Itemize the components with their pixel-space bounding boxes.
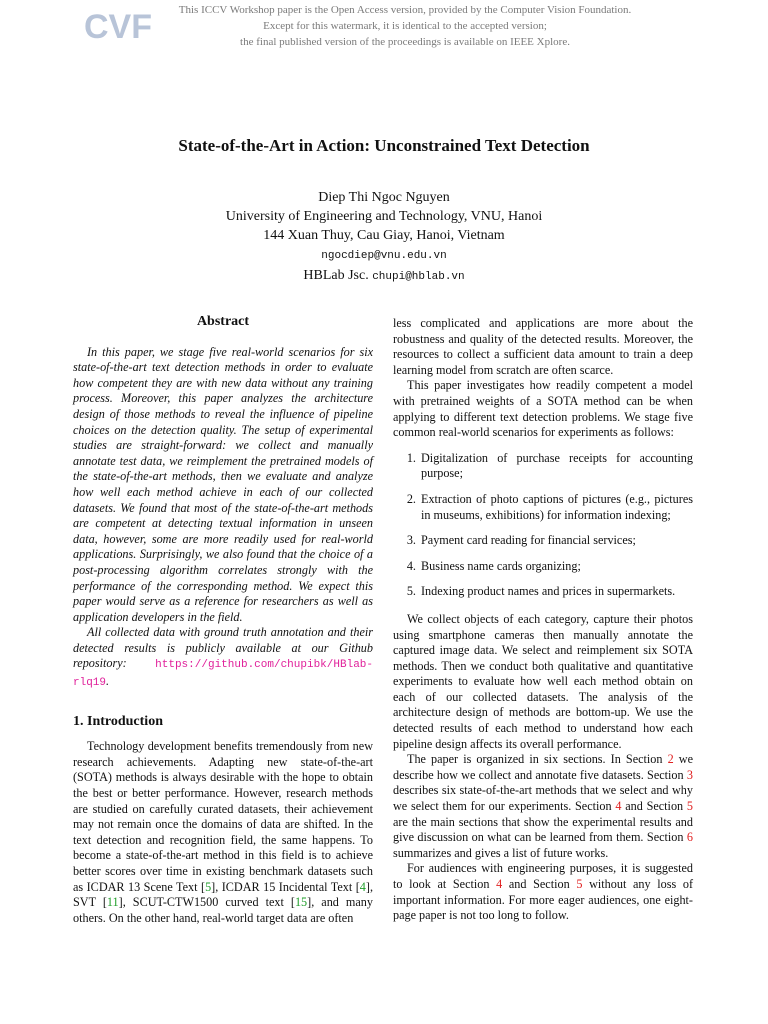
organization-paragraph [393,752,693,861]
list-item: 1. Digitalization of purchase receipts for accounting purpose; [419,451,693,482]
aud-text: For audiences with engineering purposes, it is suggested to look at Section [393,861,693,891]
investigate-paragraph: This paper investigates how readily competent a model with pretrained weights of a SOTA method can be when applying to different text detection problems. We stage five common real-world scenarios for experiments as follows: [393,378,693,440]
list-item: 2. Extraction of photo captions of pictures (e.g., pictures in museums, exhibitions) for information indexing; [419,492,693,523]
list-item: 4. Business name cards organizing; [419,559,693,575]
section-link[interactable]: 5 [576,877,583,891]
paper-title: State-of-the-Art in Action: Unconstrained Text Detection [178,136,590,155]
scenario-list [393,451,693,600]
intro-text: ], ICDAR 15 Incidental Text [ [211,879,360,894]
list-item: 5. Indexing product names and prices in supermarkets. [419,584,693,600]
intro-text: ], SCUT-CTW1500 curved text [ [118,895,295,910]
author-email: ngocdiep@vnu.edu.vn [321,250,447,262]
watermark-line: This ICCV Workshop paper is the Open Access version, provided by the Computer Vision Foundation. [178,4,632,16]
list-item: 3. Payment card reading for financial services; [419,533,693,549]
author-affiliation: University of Engineering and Technology, VNU, Hanoi [225,209,543,224]
org-text: The paper is organized in six sections. In Section [407,752,668,767]
introduction-paragraph [73,739,373,926]
introduction-heading: 1. Introduction [73,713,163,729]
citation-link[interactable]: 15 [294,895,308,910]
aud-text: and Section [502,877,577,891]
author-address: 144 Xuan Thuy, Cau Giay, Hanoi, Vietnam [263,228,505,243]
cvf-logo-text: CVF [84,8,152,46]
citation-link[interactable]: 4 [359,879,366,894]
collect-paragraph: We collect objects of each category, capture their photos using smartphone cameras then manually annotate the captured image data. We select and reimplement six SOTA methods. Then we conduct both qualitative and quantitative experiments to evaluate how well each method obtain on each of our collected datasets. The analysis of the architecture design of methods are bottom-up. We use the detected results of each method to understand how each pipeline design affects its overall performance. [393,611,693,751]
watermark [150,2,660,50]
audience-paragraph [393,861,693,923]
intro-text: ], and many others. On the other hand, real-world target data are often [73,895,373,925]
section-link[interactable]: 4 [615,799,622,814]
section-link[interactable]: 4 [496,877,503,891]
section-link[interactable]: 5 [686,799,693,814]
cvf-logo [84,6,152,46]
author-company-email: chupi@hblab.vn [372,271,465,283]
intro-text: Technology development benefits tremendously from new research achievements. Adapting new state-of-the-art (SOTA) methods is always desirable with the hope to obtain the best or better performance. However, research methods are studied on carefully curated datasets, their achievement may not remain once the domains of data are shifted. In the text detection and recognition field, the same happens. To become a state-of-the-art method in this field is to achieve better scores over time in existing benchmark datasets such as ICDAR 13 Scene Text [ [73,739,373,894]
intro-text: ], SVT [ [73,879,373,910]
author-name: Diep Thi Ngoc Nguyen [318,190,450,205]
abstract-repo-end: . [106,674,110,689]
org-text: summarizes and gives a list of future works. [393,845,609,860]
citation-link[interactable]: 5 [205,879,212,894]
watermark-line: the final published version of the proceedings is available on IEEE Xplore. [240,36,570,48]
org-text: describes six state-of-the-art methods that we select and why we select them for our experiments. Section [393,783,693,814]
left-column [73,314,373,926]
aud-text: without any loss of important information. For more eager audiences, one eight-page paper is not too long to follow. [393,877,694,923]
author-block [0,188,768,287]
github-repo-link[interactable]: https://github.com/chupibk/HBlab-rlq19 [73,659,373,690]
section-link[interactable]: 6 [686,830,693,845]
abstract-repo-text: All collected data with ground truth annotation and their detected results is publicly available at our Github repository: [73,625,373,671]
intro-continued-paragraph: less complicated and applications are more about the robustness and quality of the detected results. Moreover, the resources to collect a sufficient data amount to train a deep learning model from scratch are often scarce. [393,316,693,377]
citation-link[interactable]: 11 [106,895,119,910]
abstract-heading: Abstract [196,314,250,329]
section-link[interactable]: 3 [686,767,693,782]
right-column [393,316,693,924]
section-link[interactable]: 2 [667,752,674,767]
watermark-line: Except for this watermark, it is identical to the accepted version; [263,20,547,32]
author-company: HBLab Jsc. [303,268,369,283]
abstract-paragraph: In this paper, we stage five real-world scenarios for six state-of-the-art text detection methods in order to evaluate how competent they are with new data without any training process. Moreover, this paper analyzes the architecture design of those methods to reveal the influence of pipeline choices on the detection quality. The setup of experimental studies are straight-forward: we collect and manually annotate test data, we reimplement the pretrained models of the state-of-the-art methods, then we evaluate and analyze how well each method achieve in each of our collected datasets. We found that most of the state-of-the-art methods are competent at detecting textual information in unseen data, however, some are more readily used for real-world applications. Surprisingly, we also found that the choice of a post-processing algorithm correlates strongly with the performance of the corresponding method. We expect this paper would serve as a reference for researchers as well as application developers in the field. [73,344,373,624]
org-text: we describe how we collect and annotate five datasets. Section [393,752,693,782]
abstract-repo-paragraph [73,625,373,691]
org-text: are the main sections that show the experimental results and give discussion on what can be learned from them. Section [393,814,693,845]
author-company-line [0,266,768,287]
org-text: and Section [621,799,687,814]
